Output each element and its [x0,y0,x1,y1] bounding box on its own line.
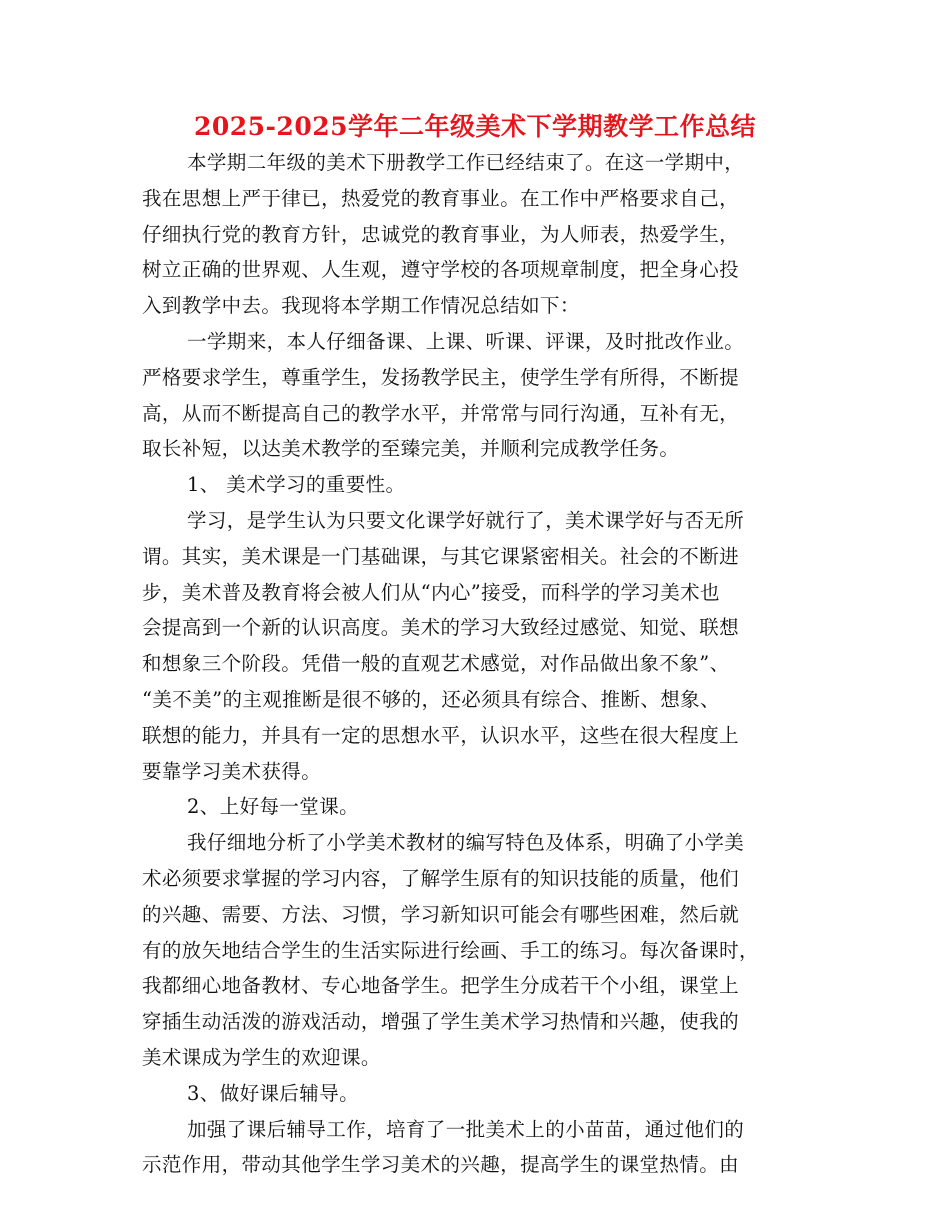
section-heading: 2、上好每一堂课。 [187,795,360,819]
text-line: 学习，是学生认为只要文化课学好就行了，美术课学好与否无所 [187,508,745,532]
text-line: 示范作用，带动其他学生学习美术的兴趣，提高学生的课堂热情。由 [142,1153,740,1177]
section-heading: 3、做好课后辅导。 [187,1081,360,1105]
text-line: “美不美”的主观推断是很不够的，还必须具有综合、推断、想象、 [142,687,720,711]
text-line: 本学期二年级的美术下册教学工作已经结束了。在这一学期中， [187,151,745,174]
text-line: 树立正确的世界观、人生观，遵守学校的各项规章制度，把全身心投 [142,258,740,282]
text-line: 高，从而不断提高自己的教学水平，并常常与同行沟通，互补有无， [142,401,740,425]
section-heading: 1、 美术学习的重要性。 [187,473,406,497]
text-line: 加强了课后辅导工作，培育了一批美术上的小苗苗，通过他们的 [187,1117,745,1141]
text-line: 美术课成为学生的欢迎课。 [142,1045,381,1069]
text-line: 取长补短，以达美术教学的至臻完美，并顺利完成教学任务。 [142,437,680,461]
text-line: 穿插生动活泼的游戏活动，增强了学生美术学习热情和兴趣，使我的 [142,1010,740,1034]
text-line: 入到教学中去。我现将本学期工作情况总结如下： [142,294,580,318]
text-line: 会提高到一个新的认识高度。美术的学习大致经过感觉、知觉、联想 [142,616,740,640]
text-line: 我在思想上严于律已，热爱党的教育事业。在工作中严格要求自己， [142,186,740,210]
text-line: 要靠学习美术获得。 [142,759,322,783]
text-line: 联想的能力，并具有一定的思想水平，认识水平，这些在很大程度上 [142,723,740,747]
text-line: 术必须要求掌握的学习内容，了解学生原有的知识技能的质量，他们 [142,866,740,890]
text-line: 的兴趣、需要、方法、习惯，学习新知识可能会有哪些困难，然后就 [142,902,740,926]
text-line: 我都细心地备教材、专心地备学生。把学生分成若干个小组，课堂上 [142,974,740,998]
document-title: 2025-2025学年二年级美术下学期教学工作总结 [193,112,757,141]
text-line: 仔细执行党的教育方针，忠诚党的教育事业，为人师表，热爱学生， [142,222,740,246]
text-line: 有的放矢地结合学生的生活实际进行绘画、手工的练习。每次备课时， [142,938,759,962]
text-line: 谓。其实，美术课是一门基础课，与其它课紧密相关。社会的不断进 [142,544,740,568]
text-line: 一学期来，本人仔细备课、上课、听课、评课，及时批改作业。 [187,329,745,353]
text-line: 步，美术普及教育将会被人们从“内心”接受，而科学的学习美术也 [142,580,720,604]
text-line: 我仔细地分析了小学美术教材的编写特色及体系，明确了小学美 [187,831,745,855]
document-body [142,145,810,1183]
text-line: 和想象三个阶段。凭借一般的直观艺术感觉，对作品做出象不象”、 [142,652,730,676]
text-line: 严格要求学生，尊重学生，发扬教学民主，使学生学有所得，不断提 [142,365,740,389]
